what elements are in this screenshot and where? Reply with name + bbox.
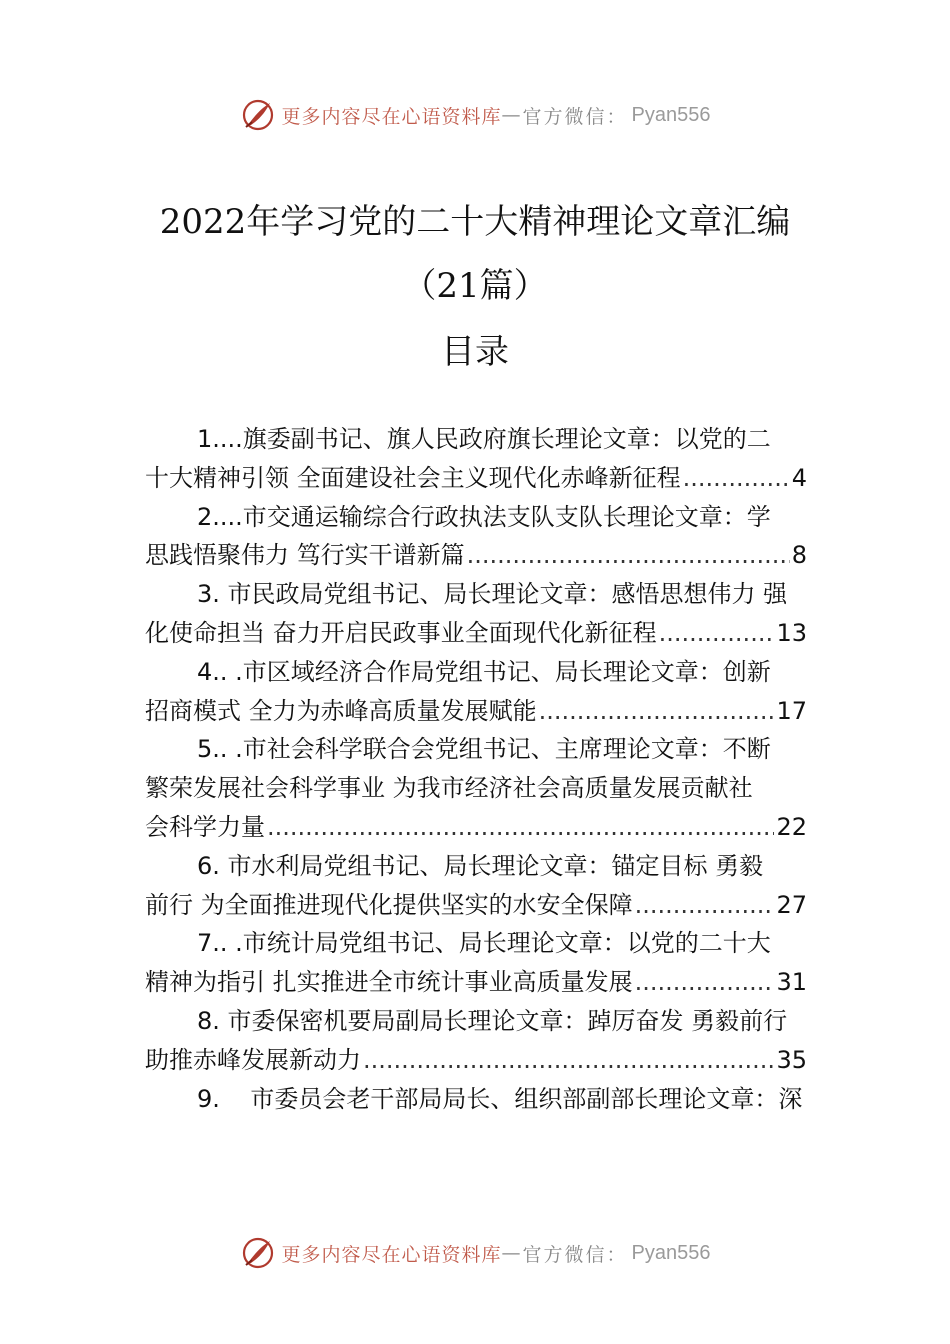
brand-text: 更多内容尽在心语资料库 <box>281 1243 502 1266</box>
dot-leader <box>635 886 775 925</box>
toc-entry-text: 前行 为全面推进现代化提供坚实的水安全保障 <box>145 890 633 919</box>
toc-entry-text: 繁荣发展社会科学事业 为我市经济社会高质量发展贡献社 <box>145 774 753 803</box>
toc-entry-text: 8. 市委保密机要局副局长理论文章：踔厉奋发 勇毅前行 <box>197 1006 788 1035</box>
toc-entry-text: 思践悟聚伟力 笃行实干谱新篇 <box>145 541 465 570</box>
toc-entry-text: 5.. .市社会科学联合会党组书记、主席理论文章：不断 <box>197 735 771 764</box>
footer-banner <box>0 1233 950 1273</box>
dot-leader <box>635 963 775 1002</box>
brand-text: 更多内容尽在心语资料库 <box>281 105 502 128</box>
toc-entry[interactable] <box>145 924 807 1002</box>
document-subtitle: （21篇） <box>402 266 548 306</box>
table-of-contents <box>145 420 807 1118</box>
toc-entry-text: 6. 市水利局党组书记、局长理论文章：锚定目标 勇毅 <box>197 851 764 880</box>
toc-entry-text: 化使命担当 奋力开启民政事业全面现代化新征程 <box>145 618 657 647</box>
toc-entry-text: 精神为指引 扎实推进全市统计事业高质量发展 <box>145 968 633 997</box>
toc-entry[interactable] <box>145 575 807 653</box>
dot-leader <box>363 1041 774 1080</box>
toc-entry-text: 7.. .市统计局党组书记、局长理论文章：以党的二十大 <box>197 929 771 958</box>
toc-heading: 目录 <box>441 332 509 372</box>
dot-leader <box>267 808 774 847</box>
toc-entry-text: 9. 市委员会老干部局局长、组织部副部长理论文章：深 <box>197 1084 803 1113</box>
toc-page-number: 27 <box>776 890 807 919</box>
document-title: 2022年学习党的二十大精神理论文章汇编 <box>159 202 791 242</box>
toc-entry-text: 招商模式 全力为赤峰高质量发展赋能 <box>145 696 537 725</box>
toc-entry[interactable] <box>145 1002 807 1080</box>
dot-leader <box>467 536 790 575</box>
toc-entry-text: 会科学力量 <box>145 812 265 841</box>
toc-page-number: 17 <box>776 696 807 725</box>
toc-page-number: 8 <box>791 541 807 570</box>
toc-entry[interactable] <box>145 730 807 846</box>
toc-entry-text: 2....市交通运输综合行政执法支队支队长理论文章：学 <box>197 502 771 531</box>
toc-entry-text: 十大精神引领 全面建设社会主义现代化赤峰新征程 <box>145 463 681 492</box>
toc-page-number: 22 <box>776 812 807 841</box>
toc-page-number: 35 <box>776 1045 807 1074</box>
dot-leader <box>539 692 775 731</box>
separator: — <box>501 104 523 126</box>
dot-leader <box>683 459 790 498</box>
header-banner <box>0 95 950 135</box>
quill-pen-logo-icon <box>240 97 276 133</box>
toc-entry[interactable] <box>145 847 807 925</box>
wechat-label: 官方微信： <box>522 105 628 128</box>
wechat-label: 官方微信： <box>522 1243 628 1266</box>
toc-page-number: 13 <box>776 618 807 647</box>
wechat-account: Pyan556 <box>631 103 711 126</box>
toc-entry-text: 3. 市民政局党组书记、局长理论文章：感悟思想伟力 强 <box>197 580 788 609</box>
toc-entry[interactable] <box>145 653 807 731</box>
toc-entry[interactable] <box>145 420 807 498</box>
dot-leader <box>659 614 775 653</box>
toc-entry-text: 4.. .市区域经济合作局党组书记、局长理论文章：创新 <box>197 657 771 686</box>
wechat-account: Pyan556 <box>631 1241 711 1264</box>
toc-entry-text: 1....旗委副书记、旗人民政府旗长理论文章：以党的二 <box>197 425 771 453</box>
toc-page-number: 4 <box>791 463 807 492</box>
toc-entry-text: 助推赤峰发展新动力 <box>145 1045 361 1074</box>
separator: — <box>501 1242 523 1264</box>
toc-entry[interactable] <box>145 1080 807 1119</box>
toc-entry[interactable] <box>145 498 807 576</box>
quill-pen-logo-icon <box>240 1235 276 1271</box>
toc-page-number: 31 <box>776 968 807 997</box>
